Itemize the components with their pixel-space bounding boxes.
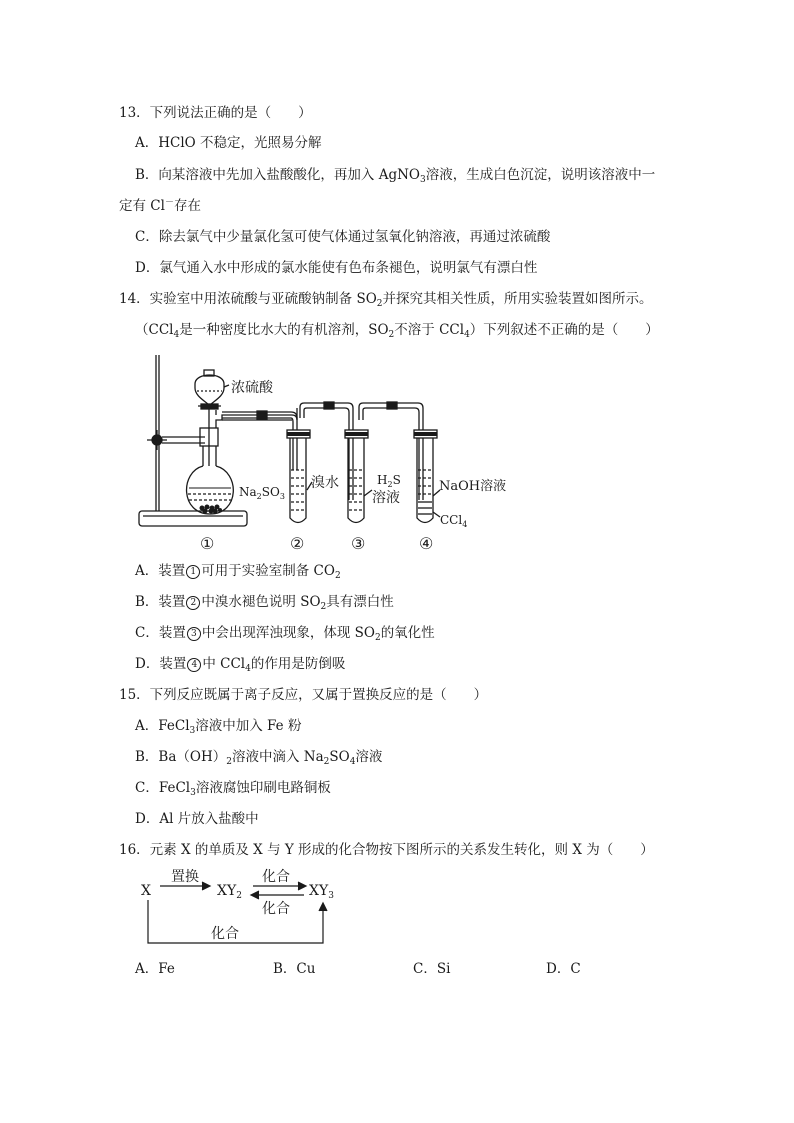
q13-option-c: C．除去氯气中少量氯化氢可使气体通过氢氧化钠溶液，再通过浓硫酸 [135,229,551,245]
device-3-number: ③ [351,534,366,553]
q14-note: （CCl$_4$是一种密度比水大的有机溶剂，$SO_2$不溶于 CCl$_4$）下列叙述不正确的是（ ） [135,322,659,340]
x-node: X [141,883,151,899]
q16-option-d: D．C [546,961,581,977]
circled-number: 4 [187,658,201,672]
q15-option-b: B．$Ba(OH)_2$溶液中滴入 $Na_2SO_4$溶液 [135,749,383,767]
displace-label: 置换 [171,869,199,885]
q13-option-b-continued: 定有 Cl－存在 [119,198,201,214]
q13-option-a: A．HClO 不稳定，光照易分解 [135,135,322,151]
q16-option-c: C．Si [413,961,451,977]
device-2-number: ② [290,534,305,553]
combine-mid-label: 化合 [262,901,290,917]
q14-stem: 14．实验室中用浓硫酸与亚硫酸钠制备 $SO_2$并探究其相关性质，所用实验装置如图所示。 [119,291,653,309]
h2s-solution-label: 溶液 [372,490,400,506]
acid-label: 浓硫酸 [231,380,273,396]
combine-top-label: 化合 [262,869,290,885]
circled-number: 2 [186,596,200,610]
q14-option-a: A．装置 1 可用于实验室制备 $CO_2$ [135,563,341,581]
combine-bottom-label: 化合 [211,926,239,942]
q15-option-c: C．FeCl$_3$溶液腐蚀印刷电路铜板 [135,780,331,798]
q16-option-b: B．Cu [273,961,316,977]
q16-stem: 16．元素 X 的单质及 X 与 Y 形成的化合物按下图所示的关系发生转化，则 X 为（ ） [119,842,654,858]
bromine-water-label: 溴水 [311,475,339,491]
q15-option-a: A．FeCl$_3$溶液中加入 Fe 粉 [135,718,302,736]
q14-option-d: D．装置 4 中 CCl$_4$的作用是防倒吸 [135,656,346,674]
circled-number: 3 [187,627,201,641]
naoh-label: NaOH溶液 [439,479,507,494]
q13-stem: 13．下列说法正确的是（ ） [119,105,312,121]
q13-option-b: B．向某溶液中先加入盐酸酸化，再加入 AgNO$_3$溶液，生成白色沉淀，说明该溶液中一 [135,167,656,185]
h2s-label: $H_2S$ [377,473,401,489]
device-1-number: ① [200,534,215,553]
q15-option-d: D．Al 片放入盐酸中 [135,811,259,827]
ccl4-label: CCl$_4$ [440,513,468,529]
q13-option-d: D．氯气通入水中形成的氯水能使有色布条褪色，说明氯气有漂白性 [135,260,538,276]
xy3-node: $XY_3$ [309,883,334,901]
q14-option-c: C．装置 3 中会出现浑浊现象，体现 $SO_2$的氧化性 [135,625,435,643]
na2so3-label: $Na_2SO_3$ [239,485,285,501]
xy2-node: $XY_2$ [217,883,242,901]
circled-number: 1 [186,565,200,579]
device-4-number: ④ [419,534,434,553]
q15-stem: 15．下列反应既属于离子反应，又属于置换反应的是（ ） [119,687,488,703]
q14-option-b: B．装置 2 中溴水褪色说明 $SO_2$具有漂白性 [135,594,394,612]
q16-option-a: A．Fe [135,961,175,977]
